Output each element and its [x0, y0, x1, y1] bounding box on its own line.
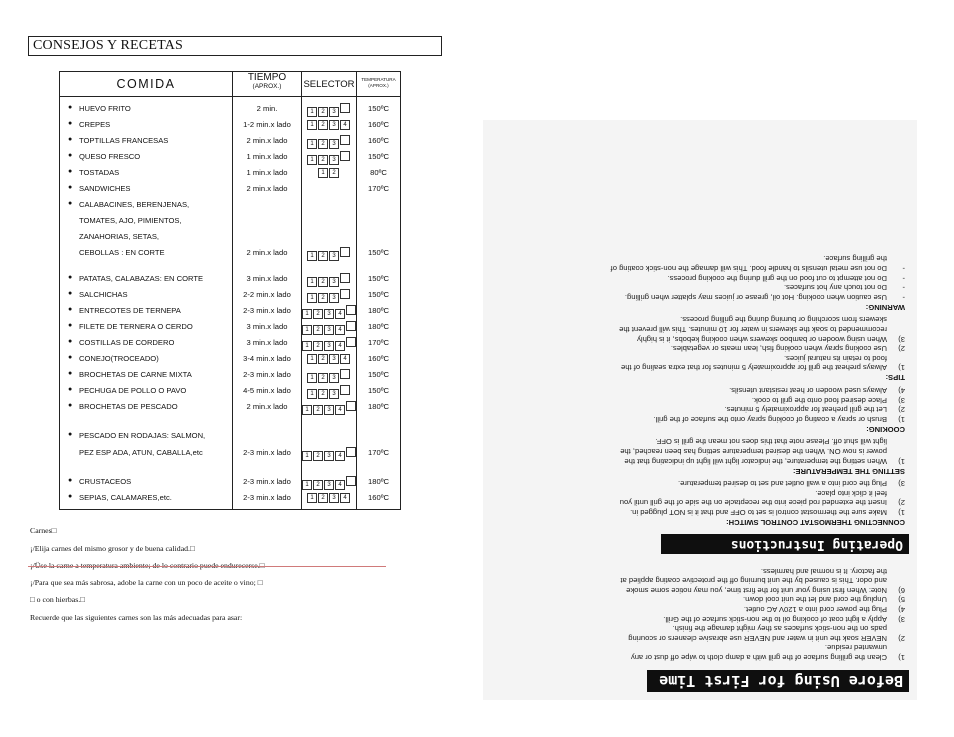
selector-box: 2 — [318, 251, 328, 261]
cook-time: 2-3 min.x lado — [243, 370, 291, 379]
selector-box: 2 — [318, 277, 328, 287]
list-number: 4) — [898, 386, 905, 395]
selector-boxes — [302, 401, 356, 415]
selector-box — [346, 401, 356, 411]
list-text: Use caution when cooking. Hot oil, grease or juices may splatter when grilling. — [624, 292, 887, 302]
selector-box: 4 — [335, 451, 345, 461]
cook-time: 2-3 min.x lado — [243, 477, 291, 486]
list-text: When setting the temperature, the indicator light will light up indicating that the — [624, 456, 887, 466]
cook-time: 2 min.x lado — [246, 248, 288, 257]
selector-box — [340, 103, 350, 113]
food-name: CALABACINES, BERENJENAS, — [79, 200, 190, 209]
cook-time: 3-4 min.x lado — [243, 354, 291, 363]
temperature: 180ºC — [368, 322, 389, 331]
bullet-icon: ● — [68, 402, 73, 409]
food-name: SEPIAS, CALAMARES,etc. — [79, 493, 172, 502]
bullet-icon: ● — [68, 338, 73, 345]
heading-before-first-use: Before Using for First Time — [647, 670, 909, 692]
section-heading: SETTING THE TEMPERATURE: — [792, 466, 905, 476]
selector-box: 1 — [302, 451, 312, 461]
food-name: PEZ ESP ADA, ATUN, CABALLA,etc — [79, 448, 203, 457]
cook-time: 2-3 min.x lado — [243, 493, 291, 502]
notes-line: ¡/Elija carnes del mismo grosor y de buena calidad.□ — [30, 544, 195, 553]
temperature: 150ºC — [368, 290, 389, 299]
selector-box: 2 — [313, 341, 323, 351]
selector-box: 3 — [329, 251, 339, 261]
list-number: 3) — [898, 334, 905, 344]
table-row — [60, 474, 400, 490]
bullet-icon: ● — [68, 120, 73, 127]
selector-box: 1 — [307, 293, 317, 303]
selector-box: 1 — [307, 389, 317, 399]
list-text: Apply a light coat of cooking oil to the non-stick surface of the Grill. — [663, 614, 887, 624]
temperature: 170ºC — [368, 448, 389, 457]
selector-box — [346, 305, 356, 315]
cook-time: 1 min.x lado — [246, 152, 288, 161]
table-header — [60, 72, 400, 97]
selector-box: 1 — [307, 251, 317, 261]
selector-box: 3 — [329, 493, 339, 503]
list-text: recommended to soak the skewers in water for 10 minutes. This will prevent the — [619, 325, 887, 334]
selector-box: 2 — [329, 168, 339, 178]
selector-box: 4 — [335, 480, 345, 490]
list-number: 2) — [898, 498, 905, 508]
temperature: 180ºC — [368, 306, 389, 315]
cook-time: 1-2 min.x lado — [243, 120, 291, 129]
list-number: 1) — [898, 414, 905, 424]
cook-time: 2 min. — [256, 104, 278, 113]
food-name: COSTILLAS DE CORDERO — [79, 338, 175, 347]
list-text: feel it click into place. — [815, 488, 887, 498]
list-number: 4) — [898, 605, 905, 614]
list-text: and odor. This is caused by the unit burning off the protective coating applied at — [620, 576, 887, 586]
list-number: 3) — [898, 614, 905, 624]
cook-time: 2-3 min.x lado — [243, 306, 291, 315]
selector-boxes — [302, 103, 356, 117]
header-temperatura-label: TEMPERATURA — [361, 77, 396, 82]
temperature: 150ºC — [368, 248, 389, 257]
table-row — [60, 303, 400, 319]
selector-box: 3 — [329, 120, 339, 130]
list-number: 1) — [898, 508, 905, 517]
list-text: Insert the extended rod piece into the receptacle on the side of the grill until you — [619, 498, 887, 508]
bullet-icon: ● — [68, 431, 73, 438]
section-title-box — [28, 36, 442, 56]
list-text: Plug the cord into a wall outlet and set to desired temperature. — [678, 479, 887, 489]
selector-boxes — [302, 305, 356, 319]
temperature: 170ºC — [368, 184, 389, 193]
list-text: Unplug the cord and let the unit cool down. — [743, 595, 887, 605]
list-text: Do not touch any hot surfaces. — [784, 283, 887, 293]
manual-page-upside-down — [483, 120, 917, 700]
bullet-icon: ● — [68, 386, 73, 393]
list-number: 2) — [898, 405, 905, 415]
list-number: - — [902, 283, 905, 293]
selector-boxes — [302, 321, 356, 335]
food-name: FILETE DE TERNERA O CERDO — [79, 322, 193, 331]
cook-time: 4-5 min.x lado — [243, 386, 291, 395]
food-name: TOPTILLAS FRANCESAS — [79, 136, 169, 145]
selector-box: 1 — [302, 341, 312, 351]
food-name: QUESO FRESCO — [79, 152, 141, 161]
bullet-icon: ● — [68, 322, 73, 329]
list-text: Clean the grilling surface of the grill with a damp cloth to wipe off dust or any — [630, 653, 887, 662]
table-row — [60, 101, 400, 117]
list-text: Let the grill preheat for approximately 5 minutes. — [724, 405, 887, 415]
temperature: 150ºC — [368, 152, 389, 161]
selector-boxes — [302, 247, 356, 261]
list-text: light will shut off. Please note that this does not mean the grill is OFF. — [655, 437, 887, 447]
food-name: CREPES — [79, 120, 111, 129]
selector-box: 3 — [329, 373, 339, 383]
list-text: Note: When first using your unit for the first time, you may notice some smoke — [626, 585, 887, 595]
list-text: pads on the non-stick surfaces as they might damage the finish. — [672, 624, 887, 634]
table-row — [60, 229, 400, 245]
list-text: Brush or spray a coating of cooking spray onto the surface of the grill. — [653, 414, 887, 424]
list-text: Place desired food onto the grill to cook. — [751, 395, 887, 405]
section-heading: WARNING: — [865, 302, 905, 312]
header-selector: SELECTOR — [303, 79, 355, 90]
list-number: 3) — [898, 395, 905, 405]
cook-time: 2-3 min.x lado — [243, 448, 291, 457]
bullet-icon: ● — [68, 184, 73, 191]
table-row — [60, 351, 400, 367]
selector-box: 3 — [329, 277, 339, 287]
notes-line: ¡/Para que sea más sabrosa, adobe la carne con un poco de aceite o vino; □ — [30, 578, 263, 587]
bullet-icon: ● — [68, 274, 73, 281]
table-row — [60, 117, 400, 133]
food-name: TOSTADAS — [79, 168, 120, 177]
cook-time: 1 min.x lado — [246, 168, 288, 177]
temperature: 160ºC — [368, 493, 389, 502]
selector-box: 2 — [318, 293, 328, 303]
food-name: BROCHETAS DE PESCADO — [79, 402, 178, 411]
table-row — [60, 133, 400, 149]
selector-box: 3 — [324, 325, 334, 335]
selector-box: 4 — [340, 354, 350, 364]
table-row — [60, 383, 400, 399]
cook-time: 2 min.x lado — [246, 184, 288, 193]
table-row — [60, 287, 400, 303]
food-name: ZANAHORIAS, SETAS, — [79, 232, 160, 241]
table-row — [60, 367, 400, 383]
selector-box: 2 — [313, 480, 323, 490]
selector-box — [346, 337, 356, 347]
list-text: Always used wooden or heat resistant utensils. — [729, 386, 887, 395]
selector-boxes — [302, 337, 356, 351]
selector-box: 3 — [329, 155, 339, 165]
section-heading: COOKING: — [866, 424, 905, 434]
table-row — [60, 245, 400, 261]
list-text: NEVER soak the unit in water and NEVER use abrasive cleaners or scouring — [628, 633, 887, 643]
list-text: the grilling surface. — [823, 254, 887, 264]
selector-box — [340, 289, 350, 299]
cook-time: 3 min.x lado — [246, 274, 288, 283]
food-name: SANDWICHES — [79, 184, 131, 193]
selector-box: 1 — [307, 493, 317, 503]
selector-box: 1 — [307, 120, 317, 130]
selector-boxes — [302, 273, 356, 287]
selector-box: 1 — [318, 168, 328, 178]
table-row — [60, 149, 400, 165]
list-number: 1) — [898, 363, 905, 373]
bullet-icon: ● — [68, 370, 73, 377]
selector-box: 2 — [318, 139, 328, 149]
temperature: 150ºC — [368, 274, 389, 283]
header-temperatura-sub: (APROX.) — [368, 83, 389, 88]
list-text: Make sure the thermostat control is set to OFF and that it is NOT plugged in. — [630, 508, 887, 517]
food-name: CRUSTACEOS — [79, 477, 132, 486]
selector-box: 4 — [335, 325, 345, 335]
cook-time: 3 min.x lado — [246, 338, 288, 347]
selector-boxes — [302, 151, 356, 165]
selector-box — [340, 135, 350, 145]
temperature: 180ºC — [368, 477, 389, 486]
manual-page-content — [483, 120, 917, 700]
selector-boxes — [302, 135, 356, 149]
table-row — [60, 213, 400, 229]
selector-box — [346, 447, 356, 457]
selector-box: 2 — [318, 354, 328, 364]
selector-box: 1 — [307, 277, 317, 287]
temperature: 170ºC — [368, 338, 389, 347]
selector-box: 2 — [313, 405, 323, 415]
list-text: Plug the power cord into a 120V AC outlet. — [743, 605, 887, 614]
table-row — [60, 271, 400, 287]
selector-box: 2 — [313, 325, 323, 335]
selector-boxes — [302, 447, 356, 461]
section-heading: TIPS: — [885, 373, 905, 383]
selector-box: 1 — [307, 354, 317, 364]
list-number: 5) — [898, 595, 905, 605]
list-number: - — [902, 292, 905, 302]
temperature: 80ºC — [370, 168, 387, 177]
list-number: 2) — [898, 344, 905, 354]
selector-box: 1 — [307, 373, 317, 383]
list-text: Do not attempt to cut food on the grill during the cooking process. — [667, 273, 887, 283]
selector-box: 1 — [307, 139, 317, 149]
selector-box: 3 — [324, 451, 334, 461]
selector-box — [340, 247, 350, 257]
selector-box: 4 — [340, 493, 350, 503]
selector-box: 3 — [329, 139, 339, 149]
temperature: 150ºC — [368, 104, 389, 113]
selector-box — [346, 476, 356, 486]
list-text: power is now ON. When the desired temperature setting has been reached, the — [620, 447, 887, 456]
selector-boxes — [302, 289, 356, 303]
selector-box: 2 — [313, 309, 323, 319]
list-text: skewers from scorching or burning during the grilling process. — [680, 315, 887, 325]
selector-box — [340, 151, 350, 161]
bullet-icon: ● — [68, 200, 73, 207]
table-row — [60, 165, 400, 181]
header-tiempo-sub: (APROX.) — [252, 83, 282, 90]
list-number: 2) — [898, 633, 905, 643]
header-comida: COMIDA — [116, 77, 176, 91]
selector-box: 1 — [302, 405, 312, 415]
section-title: CONSEJOS Y RECETAS — [33, 38, 184, 53]
selector-box: 2 — [318, 389, 328, 399]
selector-box: 1 — [302, 325, 312, 335]
selector-box: 3 — [329, 293, 339, 303]
list-text: unwanted residue. — [824, 643, 887, 653]
table-row — [60, 319, 400, 335]
table-row — [60, 428, 400, 444]
food-name: HUEVO FRITO — [79, 104, 131, 113]
table-row — [60, 445, 400, 461]
selector-box: 2 — [318, 493, 328, 503]
selector-box: 2 — [318, 155, 328, 165]
selector-box: 4 — [335, 309, 345, 319]
food-name: PECHUGA DE POLLO O PAVO — [79, 386, 187, 395]
list-number: 3) — [898, 479, 905, 489]
list-text: When using wooden or bamboo skewers when cooking kebobs, it is highly — [637, 334, 887, 344]
selector-boxes — [302, 369, 356, 383]
selector-boxes — [302, 492, 356, 503]
cook-time: 3 min.x lado — [246, 322, 288, 331]
selector-box: 2 — [318, 120, 328, 130]
list-number: 1) — [898, 456, 905, 466]
table-row — [60, 490, 400, 506]
cook-time: 2 min.x lado — [246, 402, 288, 411]
selector-box: 1 — [302, 480, 312, 490]
list-number: 6) — [898, 585, 905, 595]
food-name: BROCHETAS DE CARNE MIXTA — [79, 370, 192, 379]
header-tiempo-label: TIEMPO — [247, 72, 287, 83]
temperature: 150ºC — [368, 370, 389, 379]
selector-box — [346, 321, 356, 331]
bullet-icon: ● — [68, 477, 73, 484]
selector-box: 4 — [340, 120, 350, 130]
bullet-icon: ● — [68, 168, 73, 175]
selector-box: 1 — [302, 309, 312, 319]
food-name: CEBOLLAS : EN CORTE — [79, 248, 165, 257]
bullet-icon: ● — [68, 290, 73, 297]
food-name: CONEJO(TROCEADO) — [79, 354, 159, 363]
cooking-table — [59, 71, 401, 510]
temperature: 160ºC — [368, 136, 389, 145]
list-text: Always preheat the grill for approximately 5 minutes for that extra sealing of the — [621, 363, 887, 373]
heading-operating-instructions: Operating Instructions — [661, 534, 909, 554]
selector-box: 2 — [318, 373, 328, 383]
selector-box: 2 — [313, 451, 323, 461]
food-name: ENTRECOTES DE TERNEPA — [79, 306, 181, 315]
selector-boxes — [302, 167, 356, 178]
food-name: PESCADO EN RODAJAS: SALMON, — [79, 431, 206, 440]
selector-box — [340, 273, 350, 283]
selector-box: 1 — [307, 107, 317, 117]
bullet-icon: ● — [68, 104, 73, 111]
selector-box: 1 — [307, 155, 317, 165]
red-rule — [28, 566, 386, 567]
selector-box: 3 — [329, 107, 339, 117]
header-tiempo — [233, 73, 301, 91]
table-row — [60, 181, 400, 197]
selector-box: 3 — [329, 389, 339, 399]
selector-box: 3 — [324, 405, 334, 415]
selector-box: 3 — [324, 480, 334, 490]
temperature: 160ºC — [368, 354, 389, 363]
selector-box — [340, 369, 350, 379]
list-number: - — [902, 264, 905, 273]
notes-carnes: Carnes□ — [30, 526, 57, 535]
table-row — [60, 335, 400, 351]
bullet-icon: ● — [68, 136, 73, 143]
selector-boxes — [302, 119, 356, 130]
temperature: 160ºC — [368, 120, 389, 129]
food-name: SALCHICHAS — [79, 290, 128, 299]
list-number: - — [902, 273, 905, 283]
list-text: Do not use metal utensils to handle food. This will damage the non-stick coating of — [610, 264, 887, 273]
bullet-icon: ● — [68, 306, 73, 313]
food-name: PATATAS, CALABAZAS: EN CORTE — [79, 274, 204, 283]
notes-line: □ o con hierbas.□ — [30, 595, 85, 604]
selector-box: 4 — [335, 341, 345, 351]
food-name: TOMATES, AJO, PIMIENTOS, — [79, 216, 182, 225]
section-heading: CONNECTING THERMOSTAT CONTROL SWITCH: — [726, 518, 905, 527]
bullet-icon: ● — [68, 354, 73, 361]
header-temperatura — [357, 77, 400, 89]
selector-boxes — [302, 476, 356, 490]
cook-time: 2-2 min.x lado — [243, 290, 291, 299]
selector-boxes — [302, 385, 356, 399]
selector-box: 3 — [324, 309, 334, 319]
table-row — [60, 197, 400, 213]
list-text: the factory. It is normal and harmless. — [760, 566, 887, 576]
selector-box: 3 — [324, 341, 334, 351]
selector-box: 3 — [329, 354, 339, 364]
selector-box — [340, 385, 350, 395]
selector-boxes — [302, 353, 356, 364]
list-number: 1) — [898, 653, 905, 662]
bullet-icon: ● — [68, 493, 73, 500]
notes-line: Recuerde que las siguientes carnes son las más adecuadas para asar: — [30, 613, 243, 622]
list-text: food to retain its natural juices. — [784, 353, 887, 363]
temperature: 180ºC — [368, 402, 389, 411]
selector-box: 4 — [335, 405, 345, 415]
bullet-icon: ● — [68, 152, 73, 159]
table-row — [60, 399, 400, 415]
cook-time: 2 min.x lado — [246, 136, 288, 145]
list-text: Use cooking spray when cooking fish, lean meats or vegetables. — [670, 344, 887, 354]
selector-box: 2 — [318, 107, 328, 117]
temperature: 150ºC — [368, 386, 389, 395]
